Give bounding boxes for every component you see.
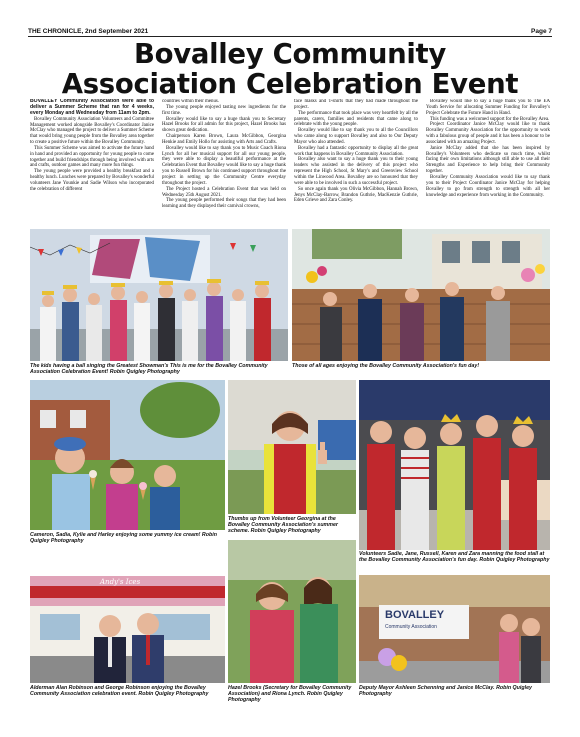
photo-kids-ice-cream-scene: [30, 380, 225, 530]
masthead-page-number: Page 7: [531, 27, 552, 35]
article-paragraph: The Project hosted a Celebration Event that was held on Wednesday 25th August 2021.: [162, 186, 286, 198]
article-paragraph: Bovalley would like to say a huge thank you to The EA Youth Service for allocating Summer Funding for Bovalley's Project Celebrate the Future Hand in Hand.: [426, 99, 550, 116]
article-paragraph: Bovalley would like to say a huge thank you to Secretary Hazel Brooks for all admin for this project, Hazel Brooks has shown great dedication.: [162, 116, 286, 134]
photo-volunteers-food-stall-scene: [359, 380, 550, 550]
article-paragraph: The performance that took place was very heartfelt by all the parents, carers, families and residents that came along to celebrate with the young people.: [294, 110, 418, 128]
article-column-1: [30, 99, 154, 224]
caption-kids-ice-cream: Cameron, Sadia, Kylie and Harley enjoying some yummy ice cream! Robin Quigley Photography: [30, 532, 217, 545]
photo-kids-ice-cream: [30, 380, 225, 530]
masthead-publication-date: THE CHRONICLE, 2nd September 2021: [28, 27, 149, 35]
caption-aldermen: Alderman Alan Robinson and George Robinson enjoying the Bovalley Community Association celebration event. Robin Quigley Photography: [30, 685, 209, 698]
article-paragraph: Bovalley Community Association would like to say thank you to their Project Coordinator Janice McClay for helping Bovalley to go from strength to strength with all her knowledge and experience from working in the Community.: [426, 174, 550, 198]
article-paragraph: The young people were provided a healthy breakfast and a healthy lunch. Lunches were prepared by Bovalley's wonderful volunteers Jane Younkie and Sadie Wilson who incorporated the celebration of different: [30, 169, 154, 192]
article-paragraph: Bovalley would like to say thank you to Music Coach Riona Lynch for all her musical support for all our young people, they were able to display a beautiful performance at the Celebration Event that Bovalley would like to say a huge thank you to Russell Brown for his continued support throughout the project in setting up the Community Centre everyday throughout the project.: [162, 145, 286, 186]
headline-line-1: Bovalley Community: [134, 38, 446, 70]
article-paragraph: So once again thank you Olivia McGibbon, Hannah Brown, Jenys McClay-Barrow, Brandon Guthrie, MacKenzie Guthrie, Eden Grieve and Zara Conley.: [294, 186, 418, 204]
article-paragraph: Chairperson Karen Brown, Laura McGibbon, Georgina Henkie and Emily Hollo for assisting with Arts and Crafts.: [162, 134, 286, 145]
photo-volunteer-thumbs-up: [228, 380, 356, 514]
article-paragraph: This funding was a welcomed support for the Bovalley Area.: [430, 116, 550, 122]
article-lead-paragraph: BOVALLEY Community Association were able to deliver a Summer Scheme that ran for 4 weeks, every Monday and Wednesday from 11am to 2pm.: [30, 99, 154, 116]
caption-kids-singing: The kids having a ball singing the Greatest Showman's This is me for the Bovalley Community Association Celebration Event! Robin Quigley Photography: [30, 363, 268, 376]
photo-kids-singing: [30, 229, 288, 361]
article-paragraph: This Summer Scheme was aimed to activate the future hand in hand and provided an opportunity for young people to come together and build friendships through being involved with arts and crafts, outdoor games and many more fun things.: [30, 145, 154, 169]
article-column-3: [294, 99, 418, 224]
article-paragraph: The young people enjoyed tasting new ingredients for the first time.: [162, 104, 286, 116]
headline: [28, 39, 552, 99]
caption-fun-day-crowd: Those of all ages enjoying the Bovalley Community Association's fun day!: [292, 363, 480, 369]
photo-kids-singing-scene: [30, 229, 288, 361]
caption-volunteer-thumbs-up: Thumbs up from Volunteer Georgina at the Bovalley Community Association's summer scheme. Robin Quigley Photography: [228, 516, 338, 535]
article-paragraph: Project Coordinator Janice McClay would like to thank Bovalley Community Association for the opportunity to work with a fabulous group of people and it has been a honour to be associated with an amazing Project.: [426, 122, 550, 145]
photo-aldermen: [30, 576, 225, 683]
caption-deputy-mayor: Deputy Mayor Ashleen Schenning and Janice McClay. Robin Quigley Photography: [359, 685, 532, 698]
article-paragraph: face masks and T-shirts that they had made throughout the project.: [294, 99, 418, 110]
article-paragraph: Bovalley Community Association Volunteers and Committee Management worked alongside Bovalley's Coordinator Janice McClay who managed the project to deliver a Summer Scheme that would bring young people from the Bovalley area together to create a positive future within the Bovalley Community.: [30, 116, 154, 146]
photo-hazel-and-riona-scene: [228, 540, 356, 683]
photo-banner-subtext: Community Association: [385, 624, 437, 630]
article-paragraph: Bovalley also want to say a huge thank you to their young leaders who assisted in the delivery of this project who represent the High School, St Mary's and Greenview School within the Linwood Area. Bovalley are so honoured that they were able to be involved in such a successful project.: [294, 157, 418, 186]
photo-fun-day-crowd-scene: [292, 229, 550, 361]
article-paragraph: Bovalley had a fantastic opportunity to display all the great work that happens in Bovalley Community Association.: [294, 145, 418, 157]
article-column-4: [426, 99, 550, 224]
article-paragraph: Janice McClay added that she has been inspired by Bovalley's Volunteers who dedicate so much time, whilst facing their own limitations although still able to use all their Strengths and Experience to help bring their Community together.: [426, 145, 550, 175]
caption-hazel-and-riona: Hazel Brooks (Secretary for Bovalley Community Association) and Riona Lynch. Robin Quigley Photography: [228, 685, 352, 704]
photo-banner-text: BOVALLEY: [385, 609, 445, 621]
photo-deputy-mayor: [359, 575, 550, 683]
photo-fun-day-crowd: [292, 229, 550, 361]
photo-volunteer-thumbs-up-scene: [228, 380, 356, 514]
photo-volunteers-food-stall: [359, 380, 550, 550]
masthead: [28, 27, 552, 37]
caption-volunteers-food-stall: Volunteers Sadie, Jane, Russell, Karen and Zara manning the food stall at the Bovalley Community Association's fun day. Robin Quigley Photography: [359, 551, 550, 564]
photo-van-sign: Andy's Ices: [100, 578, 141, 586]
photo-hazel-and-riona: [228, 540, 356, 683]
article-paragraph: The young people performed their songs that they had been learning and they displayed their carnival crowns,: [162, 198, 286, 210]
article-paragraph: Bovalley would like to say thank you to all the Councillors who came along to support Bovalley and also to Our Deputy Mayor who also attended.: [294, 128, 418, 145]
headline-line-2: Association Celebration Event: [61, 68, 519, 100]
photo-aldermen-scene: [30, 576, 225, 683]
article-column-2: [162, 99, 286, 224]
article-body: [30, 99, 550, 224]
article-paragraph: countries within their menus.: [162, 99, 220, 104]
